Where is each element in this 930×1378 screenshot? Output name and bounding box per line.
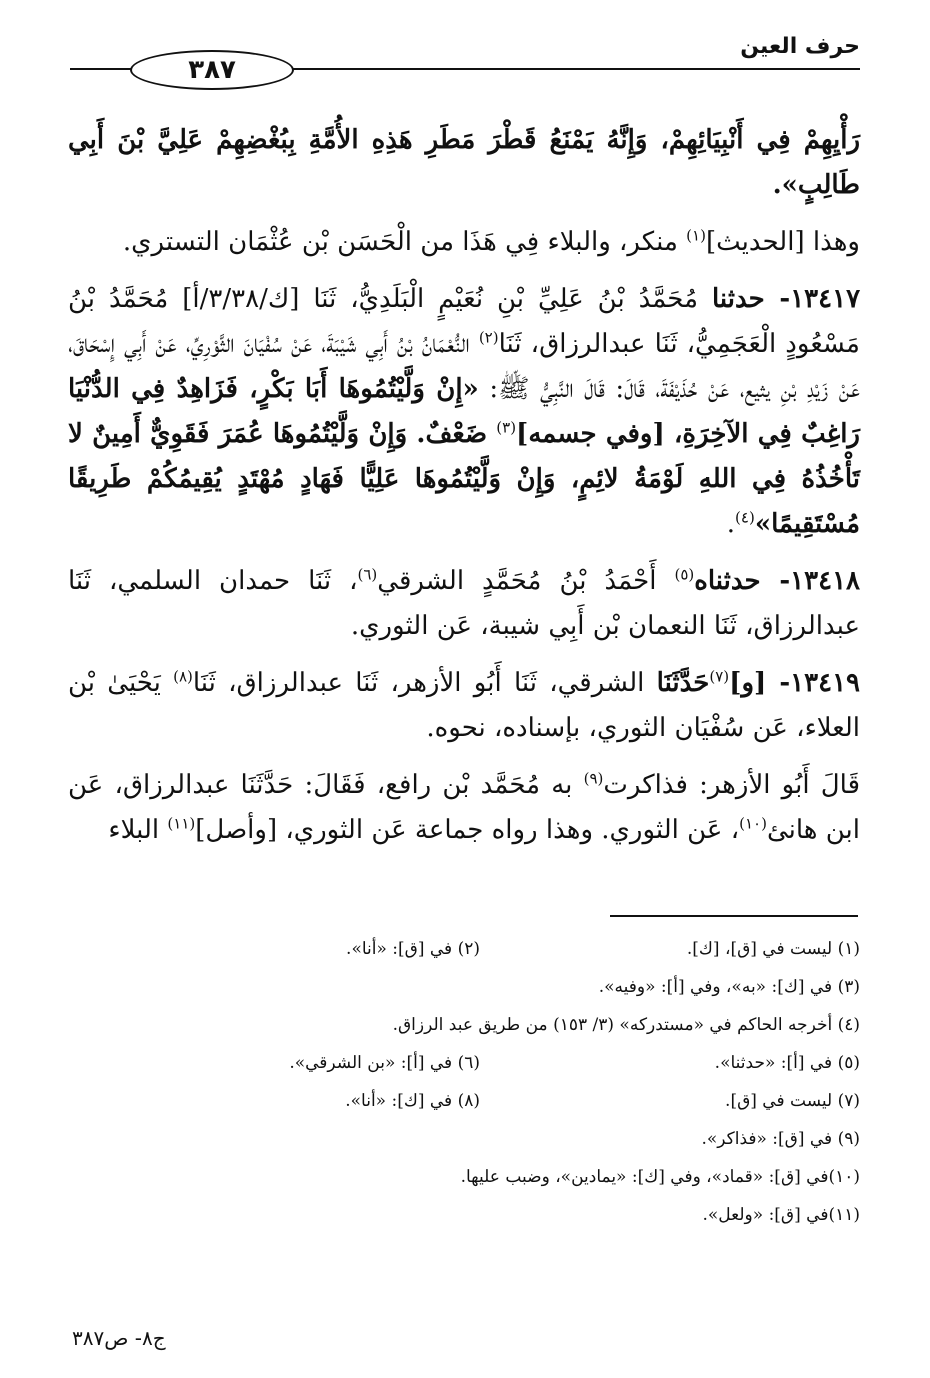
hadith-number: ١٣٤١٩- <box>766 668 860 698</box>
narration-lead: حَدَّثَنَا <box>656 668 710 698</box>
page-header <box>70 28 860 85</box>
p3-end: . <box>726 509 736 539</box>
isnad-1: الشرقي، ثَنَا أَبُو الأزهر، ثَنَا عبدالرزاق، ثَنَا <box>192 668 657 698</box>
footnote-2: (٢) في [ق]: «أنا». <box>346 939 480 959</box>
hadith-13419 <box>68 661 860 751</box>
footnote-row <box>70 1120 860 1158</box>
footnote-ref-11[interactable]: (١١) <box>167 814 196 833</box>
footnote-4: (٤) أخرجه الحاكم في «مستدركه» (٣/ ١٥٣) من طريق عبد الرزاق. <box>392 1015 860 1035</box>
footnote-row <box>70 1158 860 1196</box>
isnad-2: ، ثَنَا حمدان السلمي، ثَنَا عبدالرزاق، ثَنَا النعمان بْن أَبِي شيبة، عَن الثوري. <box>68 566 860 641</box>
footnote-ref-4[interactable]: (٤) <box>735 508 755 527</box>
matn-2: ضَعْفٌ. وَإِنْ وَلَّيْتُمُوهَا عُمَرَ فَقَوِيٌّ أَمِينٌ لا تَأْخُذُهُ فِي اللهِ لَوْمَةُ لائِمٍ، وَإِنْ وَلَّيْتُمُوهَا عَلِيًّا فَهَادٍ مُهْتَدٍ يُقِيمُكُمْ طَرِيقًا مُسْتَقِيمًا» <box>68 419 860 539</box>
footnote-3: (٣) في [ك]: «به»، وفي [أ]: «وفيه». <box>598 977 860 997</box>
hadith-13418 <box>68 559 860 649</box>
footnote-row <box>70 968 860 1006</box>
footnote-row <box>70 1006 860 1044</box>
narration-lead: حدثنا <box>711 284 765 314</box>
hadith-number: ١٣٤١٨- <box>760 566 860 596</box>
footnote-ref-8[interactable]: (٨) <box>173 667 193 686</box>
footnote-ref-3[interactable]: (٣) <box>496 418 517 437</box>
footnote-rule <box>610 915 858 917</box>
footnote-ref-6[interactable]: (٦) <box>357 565 378 584</box>
p2-after: منكر، والبلاء فِي هَذَا من الْحَسَن بْن عُثْمَان التستري. <box>122 227 687 257</box>
footnote-row <box>70 1196 860 1234</box>
footnote-6: (٦) في [أ]: «بن الشرقي». <box>289 1053 480 1073</box>
page-number-badge <box>130 50 294 90</box>
footnote-5: (٥) في [أ]: «حدثنا». <box>714 1053 860 1073</box>
isnad-2: النُّعْمَانُ بْنُ أَبِي شَيْبَةَ، عَنْ سُفْيَانَ الثَّوْرِيِّ، عَنْ أَبِي إِسْحَاقَ، عَنْ زَيْدِ بْنِ يثيع، عَنْ حُذَيْفَةَ، قَالَ: قَالَ النَّبِيُّ ﷺ: <box>68 329 860 404</box>
footnote-11: (١١)في [ق]: «ولعل». <box>702 1205 860 1225</box>
isnad-2: يَحْيَىٰ بْن العلاء، عَن سُفْيَان الثوري، بإسناده، نحوه. <box>68 668 860 743</box>
footnote-row <box>70 1082 860 1120</box>
paragraph-2 <box>68 220 860 265</box>
matn-1: «إِنْ وَلَّيْتُمُوهَا أَبَا بَكْرٍ، فَزَاهِدٌ فِي الدُّنْيَا رَاغِبٌ فِي الآخِرَةِ، [وفي جسمه] <box>68 374 860 449</box>
hadith-number: ١٣٤١٧- <box>764 284 861 314</box>
commentary-3: ، عَن الثوري. وهذا رواه جماعة عَن الثوري، [وأصل] <box>195 815 740 845</box>
main-text <box>68 118 860 865</box>
commentary-4: البلاء <box>108 815 168 845</box>
paragraph-1 <box>68 118 860 208</box>
footnote-ref-9[interactable]: (٩) <box>583 769 604 788</box>
footnote-8: (٨) في [ك]: «أنا». <box>345 1091 480 1111</box>
hadith-13417 <box>68 277 860 547</box>
commentary-1: قَالَ أَبُو الأزهر: فذاكرت <box>603 770 861 800</box>
isnad-1: أَحْمَدُ بْنُ مُحَمَّدٍ الشرقي <box>377 566 675 596</box>
commentary-2: به مُحَمَّد بْن رافع، فَقَالَ: حَدَّثَنَا عبدالرزاق، عَن ابن هانئ <box>68 770 860 845</box>
isnad-1: مُحَمَّدُ بْنُ عَلِيِّ بْنِ نُعَيْمٍ الْبَلَدِيُّ، ثَنَا [ك/٣/٣٨/أ] مُحَمَّدُ بْنُ مَسْعُودٍ الْعَجَمِيُّ، ثَنَا عبدالرزاق، ثَنَا <box>68 284 860 359</box>
footnote-ref-10[interactable]: (١٠) <box>739 814 767 833</box>
p1-line: رَأْيِهِمْ فِي أَنْبِيَائِهِمْ، وَإِنَّهُ يَمْنَعُ قَطْرَ مَطَرِ هَذِهِ الأُمَّةِ بِبُغْضِهِمْ عَلِيَّ بْنَ أَبِي طَالِبٍ». <box>68 125 860 200</box>
footnote-row <box>70 930 860 968</box>
footnote-7: (٧) ليست في [ق]. <box>725 1091 860 1111</box>
footnote-ref-2[interactable]: (٢) <box>478 328 499 347</box>
footnote-9: (٩) في [ق]: «فذاكر». <box>701 1129 860 1149</box>
footnote-ref-5[interactable]: (٥) <box>674 565 695 584</box>
footnotes <box>70 930 860 1234</box>
footnote-1: (١) ليست في [ق]، [ك]. <box>686 939 860 959</box>
footnote-ref-7[interactable]: (٧) <box>709 667 730 686</box>
paragraph-commentary <box>68 763 860 853</box>
volume-page-reference: ج٨- ص٣٨٧ <box>72 1326 166 1350</box>
footnote-ref-1[interactable]: (١) <box>686 226 706 245</box>
bracket-waw: [و] <box>729 668 767 698</box>
page-number: ٣٨٧ <box>188 55 236 85</box>
p2-before: وهذا [الحديث] <box>705 227 860 257</box>
footnote-10: (١٠)في [ق]: «قماد»، وفي [ك]: «يمادين»، وضبب عليها. <box>460 1167 860 1187</box>
footnote-row <box>70 1044 860 1082</box>
chapter-title: حرف العين <box>740 34 860 59</box>
narration-lead: حدثناه <box>694 566 761 596</box>
